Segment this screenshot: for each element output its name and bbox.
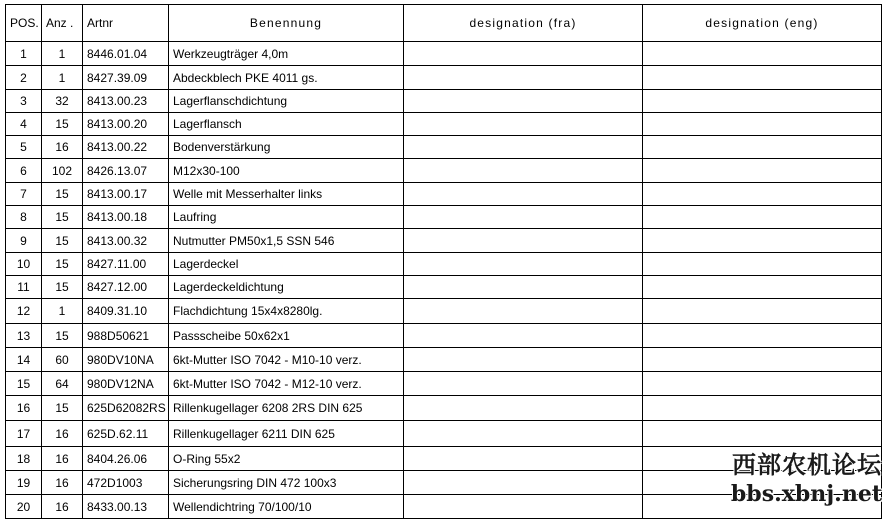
cell-designation-eng bbox=[643, 42, 882, 66]
cell-anz: 15 bbox=[42, 276, 83, 299]
cell-designation-eng bbox=[643, 136, 882, 159]
cell-benennung: Rillenkugellager 6208 2RS DIN 625 bbox=[169, 396, 404, 421]
cell-anz: 15 bbox=[42, 396, 83, 421]
parts-table bbox=[5, 4, 882, 519]
cell-anz: 15 bbox=[42, 206, 83, 229]
cell-artnr: 8413.00.20 bbox=[83, 113, 169, 136]
cell-artnr: 8413.00.17 bbox=[83, 183, 169, 206]
cell-benennung: Lagerflansch bbox=[169, 113, 404, 136]
cell-designation-eng bbox=[643, 113, 882, 136]
header-designation-fra: designation (fra) bbox=[404, 5, 643, 42]
cell-pos: 16 bbox=[6, 396, 42, 421]
cell-artnr: 8446.01.04 bbox=[83, 42, 169, 66]
watermark bbox=[731, 450, 882, 508]
cell-designation-fra bbox=[404, 136, 643, 159]
cell-anz: 1 bbox=[42, 66, 83, 90]
cell-artnr: 625D.62.11 bbox=[83, 421, 169, 447]
table-row bbox=[6, 229, 882, 253]
cell-designation-eng bbox=[643, 372, 882, 396]
table-row bbox=[6, 253, 882, 276]
cell-artnr: 8433.00.13 bbox=[83, 495, 169, 519]
table-row bbox=[6, 42, 882, 66]
cell-benennung: Wellendichtring 70/100/10 bbox=[169, 495, 404, 519]
header-row bbox=[6, 5, 882, 42]
cell-artnr: 8413.00.32 bbox=[83, 229, 169, 253]
cell-designation-fra bbox=[404, 206, 643, 229]
cell-pos: 5 bbox=[6, 136, 42, 159]
cell-pos: 2 bbox=[6, 66, 42, 90]
watermark-text: 西部农机论坛 bbox=[732, 450, 882, 479]
watermark-url: bbs.xbnj.net bbox=[730, 481, 882, 507]
cell-pos: 1 bbox=[6, 42, 42, 66]
cell-pos: 9 bbox=[6, 229, 42, 253]
cell-designation-fra bbox=[404, 113, 643, 136]
cell-pos: 6 bbox=[6, 159, 42, 183]
table-row bbox=[6, 183, 882, 206]
cell-pos: 19 bbox=[6, 471, 42, 495]
cell-pos: 13 bbox=[6, 324, 42, 348]
cell-pos: 17 bbox=[6, 421, 42, 447]
cell-benennung: 6kt-Mutter ISO 7042 - M12-10 verz. bbox=[169, 372, 404, 396]
header-artnr: Artnr bbox=[83, 5, 169, 42]
cell-designation-eng bbox=[643, 324, 882, 348]
cell-designation-fra bbox=[404, 348, 643, 372]
cell-designation-fra bbox=[404, 183, 643, 206]
cell-pos: 4 bbox=[6, 113, 42, 136]
cell-pos: 20 bbox=[6, 495, 42, 519]
cell-benennung: O-Ring 55x2 bbox=[169, 447, 404, 471]
cell-artnr: 8409.31.10 bbox=[83, 299, 169, 324]
cell-anz: 16 bbox=[42, 471, 83, 495]
cell-designation-fra bbox=[404, 276, 643, 299]
cell-designation-eng bbox=[643, 183, 882, 206]
cell-designation-eng bbox=[643, 421, 882, 447]
cell-benennung: Lagerdeckeldichtung bbox=[169, 276, 404, 299]
cell-anz: 60 bbox=[42, 348, 83, 372]
cell-designation-fra bbox=[404, 421, 643, 447]
header-designation-eng: designation (eng) bbox=[643, 5, 882, 42]
cell-designation-fra bbox=[404, 299, 643, 324]
cell-designation-fra bbox=[404, 42, 643, 66]
cell-benennung: Lagerflanschdichtung bbox=[169, 90, 404, 113]
cell-benennung: Flachdichtung 15x4x8280lg. bbox=[169, 299, 404, 324]
cell-anz: 15 bbox=[42, 324, 83, 348]
table-row bbox=[6, 66, 882, 90]
table-row bbox=[6, 90, 882, 113]
cell-benennung: Werkzeugträger 4,0m bbox=[169, 42, 404, 66]
cell-artnr: 8427.12.00 bbox=[83, 276, 169, 299]
table-row bbox=[6, 206, 882, 229]
cell-anz: 15 bbox=[42, 229, 83, 253]
cell-designation-fra bbox=[404, 159, 643, 183]
cell-pos: 8 bbox=[6, 206, 42, 229]
cell-anz: 1 bbox=[42, 42, 83, 66]
cell-designation-fra bbox=[404, 447, 643, 471]
cell-benennung: Laufring bbox=[169, 206, 404, 229]
cell-artnr: 988D50621 bbox=[83, 324, 169, 348]
cell-anz: 16 bbox=[42, 136, 83, 159]
cell-designation-eng bbox=[643, 253, 882, 276]
cell-pos: 14 bbox=[6, 348, 42, 372]
cell-benennung: Abdeckblech PKE 4011 gs. bbox=[169, 66, 404, 90]
cell-designation-fra bbox=[404, 495, 643, 519]
table-row bbox=[6, 136, 882, 159]
cell-designation-fra bbox=[404, 90, 643, 113]
table-row bbox=[6, 276, 882, 299]
cell-anz: 16 bbox=[42, 447, 83, 471]
cell-designation-fra bbox=[404, 253, 643, 276]
cell-designation-eng bbox=[643, 396, 882, 421]
cell-anz: 15 bbox=[42, 113, 83, 136]
header-pos: POS. bbox=[6, 5, 42, 42]
cell-anz: 102 bbox=[42, 159, 83, 183]
cell-benennung: Welle mit Messerhalter links bbox=[169, 183, 404, 206]
cell-anz: 32 bbox=[42, 90, 83, 113]
cell-pos: 18 bbox=[6, 447, 42, 471]
cell-artnr: 8426.13.07 bbox=[83, 159, 169, 183]
header-benennung: Benennung bbox=[169, 5, 404, 42]
table-row bbox=[6, 299, 882, 324]
cell-benennung: Passscheibe 50x62x1 bbox=[169, 324, 404, 348]
cell-designation-eng bbox=[643, 229, 882, 253]
table-row bbox=[6, 113, 882, 136]
cell-designation-eng bbox=[643, 276, 882, 299]
cell-pos: 3 bbox=[6, 90, 42, 113]
cell-designation-fra bbox=[404, 66, 643, 90]
cell-pos: 15 bbox=[6, 372, 42, 396]
cell-designation-eng bbox=[643, 159, 882, 183]
table-row bbox=[6, 159, 882, 183]
cell-benennung: Bodenverstärkung bbox=[169, 136, 404, 159]
cell-designation-eng bbox=[643, 66, 882, 90]
table-row bbox=[6, 421, 882, 447]
table-row bbox=[6, 348, 882, 372]
cell-designation-fra bbox=[404, 396, 643, 421]
cell-designation-fra bbox=[404, 229, 643, 253]
cell-benennung: 6kt-Mutter ISO 7042 - M10-10 verz. bbox=[169, 348, 404, 372]
cell-artnr: 980DV12NA bbox=[83, 372, 169, 396]
cell-anz: 15 bbox=[42, 183, 83, 206]
cell-designation-eng bbox=[643, 90, 882, 113]
cell-designation-eng bbox=[643, 299, 882, 324]
cell-benennung: Nutmutter PM50x1,5 SSN 546 bbox=[169, 229, 404, 253]
table-header bbox=[6, 5, 882, 42]
cell-designation-eng bbox=[643, 206, 882, 229]
cell-benennung: Rillenkugellager 6211 DIN 625 bbox=[169, 421, 404, 447]
cell-benennung: Lagerdeckel bbox=[169, 253, 404, 276]
cell-artnr: 980DV10NA bbox=[83, 348, 169, 372]
cell-artnr: 8404.26.06 bbox=[83, 447, 169, 471]
cell-designation-eng bbox=[643, 348, 882, 372]
cell-anz: 64 bbox=[42, 372, 83, 396]
cell-pos: 7 bbox=[6, 183, 42, 206]
table-row bbox=[6, 372, 882, 396]
cell-benennung: M12x30-100 bbox=[169, 159, 404, 183]
cell-artnr: 625D62082RS bbox=[83, 396, 169, 421]
cell-designation-fra bbox=[404, 471, 643, 495]
cell-pos: 12 bbox=[6, 299, 42, 324]
cell-anz: 16 bbox=[42, 495, 83, 519]
cell-artnr: 472D1003 bbox=[83, 471, 169, 495]
cell-anz: 1 bbox=[42, 299, 83, 324]
cell-pos: 10 bbox=[6, 253, 42, 276]
table-row bbox=[6, 396, 882, 421]
cell-designation-fra bbox=[404, 324, 643, 348]
cell-artnr: 8413.00.23 bbox=[83, 90, 169, 113]
header-anz: Anz . bbox=[42, 5, 83, 42]
cell-artnr: 8427.39.09 bbox=[83, 66, 169, 90]
cell-artnr: 8413.00.22 bbox=[83, 136, 169, 159]
cell-artnr: 8427.11.00 bbox=[83, 253, 169, 276]
table-row bbox=[6, 324, 882, 348]
cell-artnr: 8413.00.18 bbox=[83, 206, 169, 229]
cell-benennung: Sicherungsring DIN 472 100x3 bbox=[169, 471, 404, 495]
cell-anz: 16 bbox=[42, 421, 83, 447]
cell-pos: 11 bbox=[6, 276, 42, 299]
table-body bbox=[6, 42, 882, 519]
cell-anz: 15 bbox=[42, 253, 83, 276]
cell-designation-fra bbox=[404, 372, 643, 396]
